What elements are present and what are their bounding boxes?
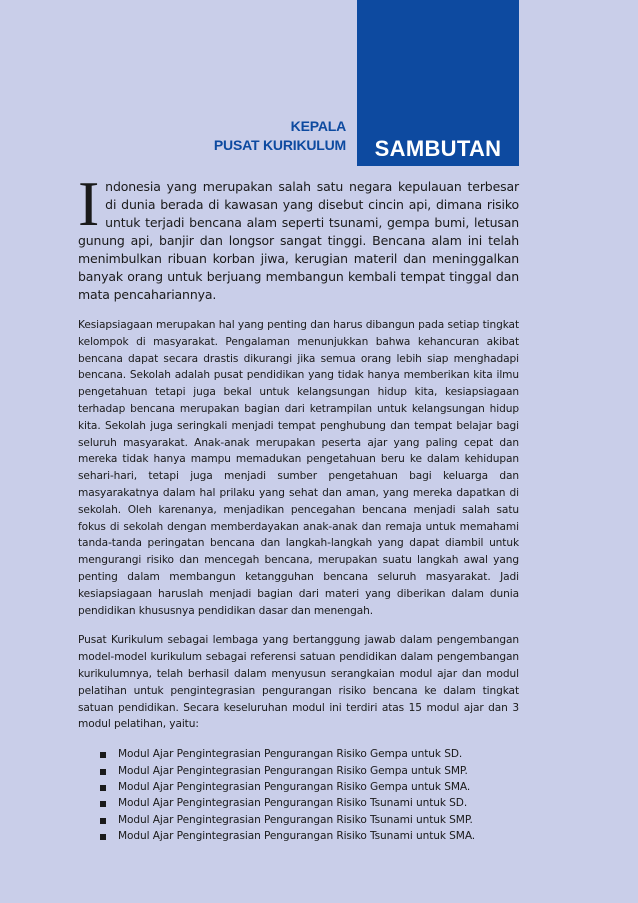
- page-heading: [214, 117, 346, 155]
- paragraph-kesiapsiagaan: Kesiapsiagaan merupakan hal yang penting dan harus dibangun pada setiap tingkat kelompok di masyarakat. Pengalaman menunjukkan bahwa kehancuran akibat bencana dapat secara drastis dikurangi jika semua orang lebih siap menghadapi bencana. Sekolah adalah pusat pendidikan yang tidak hanya memberikan kita ilmu pengetahuan tetapi juga bekal untuk kelangsungan hidup kita, kesiapsiagaan terhadap bencana merupakan bagian dari ketrampilan untuk kelangsungan hidup kita. Sekolah juga seringkali menjadi tempat penghubung dan tempat belajar bagi seluruh masyarakat. Anak-anak merupakan peserta ajar yang paling cepat dan mereka tidak hanya mampu memadukan pengetahuan beru ke dalam kehidupan sehari-hari, tetapi juga menjadi sumber pengetahuan bagi keluarga dan masyarakatnya dalam hal prilaku yang sehat dan aman, yang mereka dapatkan di sekolah. Oleh karenanya, menjadikan pencegahan bencana menjadi salah satu fokus di sekolah dengan memberdayakan anak-anak dan remaja untuk memahami tanda-tanda peringatan bencana dan langkah-langkah yang dapat diambil untuk mengurangi risiko dan mencegah bencana, merupakan suatu langkah awal yang penting dalam membangun ketangguhan bencana seluruh masyarakat. Jadi kesiapsiagaan haruslah menjadi bagian dari materi yang diberikan dalam dunia pendidikan khususnya pendidikan dasar dan menengah.: [78, 319, 519, 617]
- square-bullet-icon: [100, 801, 106, 807]
- list-item: Modul Ajar Pengintegrasian Pengurangan Risiko Tsunami untuk SMP.: [100, 812, 519, 828]
- list-item: Modul Ajar Pengintegrasian Pengurangan Risiko Gempa untuk SMA.: [100, 779, 519, 795]
- section-tab: [357, 0, 519, 166]
- heading-line-1: KEPALA: [290, 118, 346, 134]
- square-bullet-icon: [100, 818, 106, 824]
- module-list: [100, 746, 519, 844]
- body-content: [78, 168, 519, 845]
- square-bullet-icon: [100, 785, 106, 791]
- list-item: Modul Ajar Pengintegrasian Pengurangan Risiko Tsunami untuk SD.: [100, 795, 519, 811]
- list-item: Modul Ajar Pengintegrasian Pengurangan Risiko Gempa untuk SD.: [100, 746, 519, 762]
- square-bullet-icon: [100, 752, 106, 758]
- list-item: Modul Ajar Pengintegrasian Pengurangan Risiko Gempa untuk SMP.: [100, 763, 519, 779]
- list-item: Modul Ajar Pengintegrasian Pengurangan Risiko Tsunami untuk SMA.: [100, 828, 519, 844]
- square-bullet-icon: [100, 769, 106, 775]
- paragraph-pusat-kurikulum: Pusat Kurikulum sebagai lembaga yang bertanggung jawab dalam pengembangan model-model kurikulum sebagai referensi satuan pendidikan dalam pengembangan kurikulumnya, telah berhasil dalam menyusun serangkaian modul ajar dan modul pelatihan untuk pengintegrasian pengurangan risiko bencana ke dalam tingkat satuan pendidikan. Secara keseluruhan modul ini terdiri atas 15 modul ajar dan 3 modul pelatihan, yaitu:: [78, 634, 519, 731]
- drop-cap: I: [78, 168, 100, 239]
- lead-text: ndonesia yang merupakan salah satu negara kepulauan terbesar di dunia berada di kawasan yang disebut cincin api, dimana risiko untuk terjadi bencana alam seperti tsunami, gempa bumi, letusan gunung api, banjir dan longsor sangat tinggi. Bencana alam ini telah menimbulkan ribuan korban jiwa, kerugian materil dan meninggalkan banyak orang untuk berjuang membangun kembali tempat tinggal dan mata pencahariannya.: [78, 179, 519, 302]
- square-bullet-icon: [100, 834, 106, 840]
- lead-paragraph: [78, 168, 519, 304]
- heading-line-2: PUSAT KURIKULUM: [213, 137, 346, 153]
- section-tab-label: SAMBUTAN: [374, 136, 502, 161]
